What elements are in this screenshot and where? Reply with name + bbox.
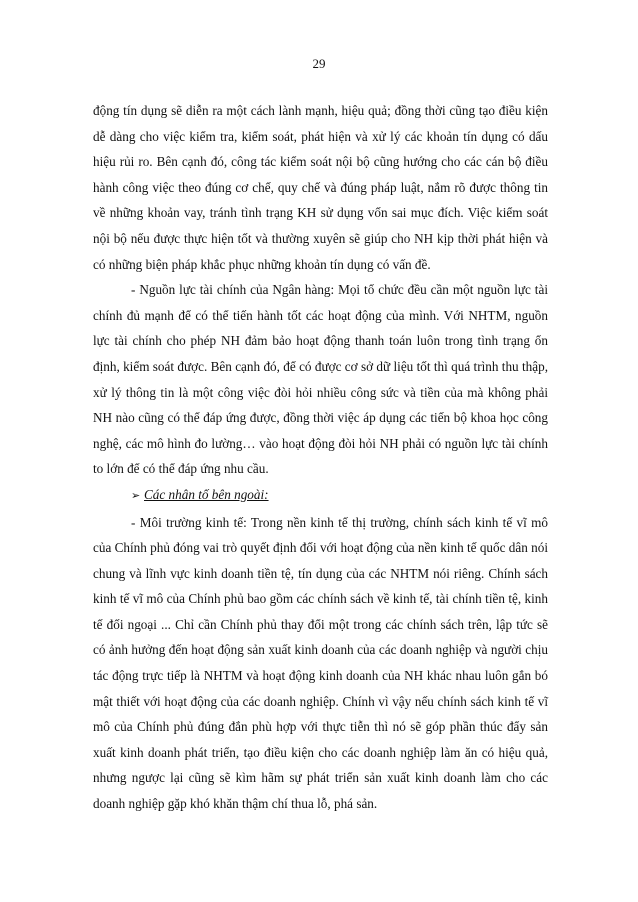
page-number: 29 (312, 56, 326, 71)
body-text (93, 98, 548, 817)
section-heading-text: Các nhân tố bên ngoài: (144, 486, 269, 502)
section-heading-external-factors (93, 482, 548, 510)
paragraph-internal-control: động tín dụng sẽ diễn ra một cách lành mạnh, hiệu quả; đồng thời cũng tạo điều kiện dễ dàng cho việc kiểm tra, kiểm soát, phát hiện và xử lý các khoản tín dụng có dấu hiệu rủi ro. Bên cạnh đó, công tác kiểm soát nội bộ cũng hướng cho các cán bộ điều hành công việc theo đúng cơ chế, quy chế và đúng pháp luật, nắm rõ được thông tin về những khoản vay, tránh tình trạng KH sử dụng vốn sai mục đích. Việc kiểm soát nội bộ nếu được thực hiện tốt và thường xuyên sẽ giúp cho NH kịp thời phát hiện và có những biện pháp khắc phục những khoản tín dụng có vấn đề. (93, 103, 548, 272)
paragraph-financial-resources: - Nguồn lực tài chính của Ngân hàng: Mọi tổ chức đều cần một nguồn lực tài chính đủ mạnh để có thể tiến hành tốt các hoạt động của mình. Với NHTM, nguồn lực tài chính cho phép NH đảm bảo hoạt động thanh toán luôn trong tình trạng ổn định, kiểm soát được. Bên cạnh đó, để có được cơ sở dữ liệu tốt thì quá trình thu thập, xử lý thông tin là một công việc đòi hỏi nhiều công sức và tiền của mà không phải NH nào cũng có thể đáp ứng được, đồng thời việc áp dụng các tiến bộ khoa học công nghệ, các mô hình đo lường… vào hoạt động đòi hỏi NH phải có nguồn lực tài chính to lớn để có thể đáp ứng nhu cầu. (93, 282, 548, 477)
paragraph-economic-environment: - Môi trường kinh tế: Trong nền kinh tế thị trường, chính sách kinh tế vĩ mô của Chính phủ đóng vai trò quyết định đối với hoạt động của nền kinh tế quốc dân nói chung và lĩnh vực kinh doanh tiền tệ, tín dụng của các NHTM nói riêng. Chính sách kinh tế vĩ mô của Chính phủ bao gồm các chính sách về kinh tế, tài chính tiền tệ, kinh tế đối ngoại ... Chỉ cần Chính phủ thay đổi một trong các chính sách trên, lập tức sẽ có ảnh hưởng đến hoạt động sản xuất kinh doanh của các doanh nghiệp và người chịu tác động trực tiếp là NHTM và hoạt động kinh doanh của NH khác nhau luôn gắn bó mật thiết với hoạt động của các doanh nghiệp. Chính vì vậy nếu chính sách kinh tế vĩ mô của Chính phủ đúng đắn phù hợp với thực tiễn thì nó sẽ góp phần thúc đẩy sản xuất kinh doanh phát triển, tạo điều kiện cho các doanh nghiệp làm ăn có hiệu quả, nhưng ngược lại cũng sẽ kìm hãm sự phát triển sản xuất kinh doanh làm cho các doanh nghiệp gặp khó khăn thậm chí thua lỗ, phá sản. (93, 514, 548, 812)
arrow-bullet-icon: ➢ (131, 489, 141, 502)
